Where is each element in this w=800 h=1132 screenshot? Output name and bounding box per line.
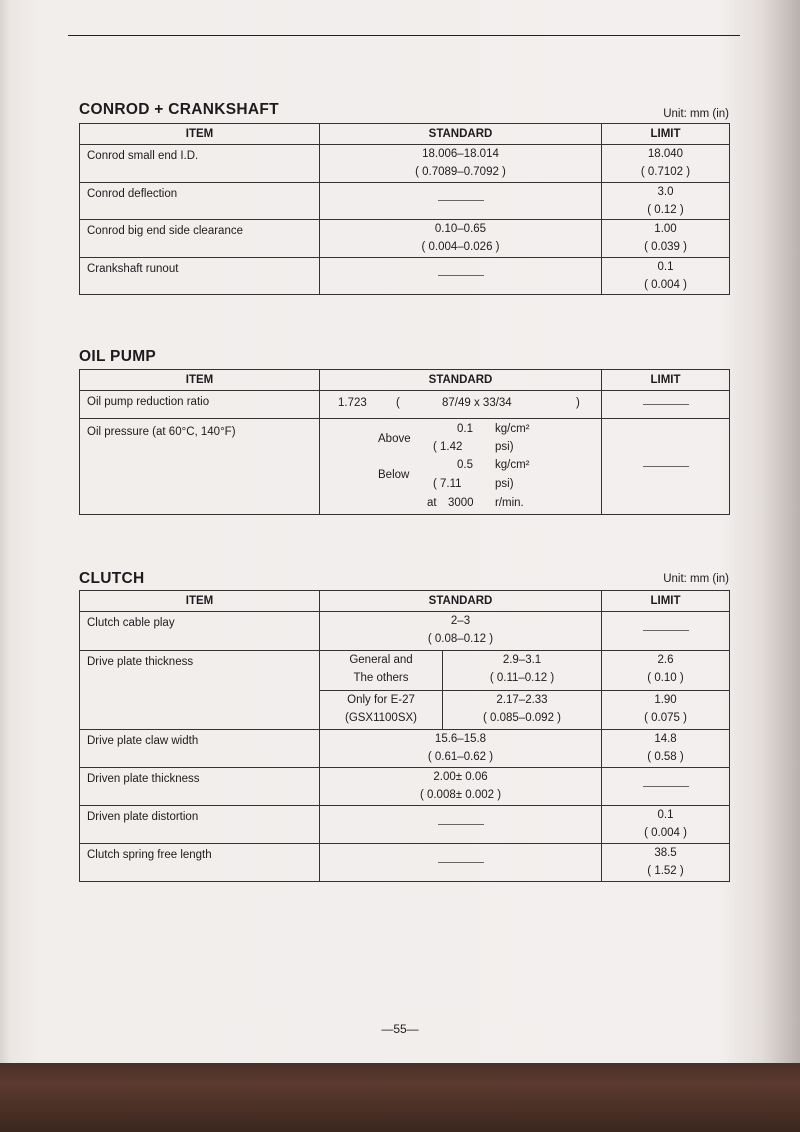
item-cell: Crankshaft runout <box>80 258 320 295</box>
above-label: Above <box>378 433 411 445</box>
standard-cell <box>320 391 602 419</box>
header-item: ITEM <box>80 591 320 612</box>
standard-cell: 0.10–0.65 ( 0.004–0.026 ) <box>320 220 602 258</box>
standard-cell: 2.17–2.33 ( 0.085–0.092 ) <box>443 691 602 730</box>
below-value: 0.5 <box>457 459 473 471</box>
condition-cell: Only for E-27 (GSX1100SX) <box>320 691 443 730</box>
limit-cell: 1.00 ( 0.039 ) <box>602 220 730 258</box>
header-limit: LIMIT <box>602 124 730 145</box>
limit-cell: 14.8 ( 0.58 ) <box>602 730 730 768</box>
header-standard: STANDARD <box>320 124 602 145</box>
condition-cell: General and The others <box>320 651 443 691</box>
table-row <box>80 419 730 515</box>
limit-cell: 38.5 ( 1.52 ) <box>602 844 730 882</box>
table-header-row <box>80 591 730 612</box>
ratio-open-paren: ( <box>396 397 400 409</box>
header-limit: LIMIT <box>602 591 730 612</box>
header-standard: STANDARD <box>320 591 602 612</box>
above-alt-unit: psi) <box>495 441 514 453</box>
standard-cell <box>320 806 602 844</box>
table-row <box>80 220 730 258</box>
header-limit: LIMIT <box>602 370 730 391</box>
empty-dash <box>438 824 484 825</box>
above-unit: kg/cm² <box>495 423 530 435</box>
limit-cell <box>602 612 730 651</box>
table-row <box>80 806 730 844</box>
section-title-clutch: CLUTCH <box>79 570 145 587</box>
empty-dash <box>438 200 484 201</box>
limit-cell <box>602 419 730 515</box>
item-cell: Drive plate claw width <box>80 730 320 768</box>
at-label: at <box>427 497 437 509</box>
table-row <box>80 258 730 295</box>
standard-cell <box>320 258 602 295</box>
item-cell: Conrod small end I.D. <box>80 145 320 183</box>
item-cell: Conrod big end side clearance <box>80 220 320 258</box>
conrod-table <box>79 123 730 295</box>
table-row <box>80 391 730 419</box>
clutch-table <box>79 590 730 882</box>
empty-dash <box>643 404 689 405</box>
rpm-unit: r/min. <box>495 497 524 509</box>
section-title-conrod: CONROD + CRANKSHAFT <box>79 101 279 118</box>
table-row <box>80 730 730 768</box>
ratio-formula: 87/49 x 33/34 <box>442 397 512 409</box>
limit-cell: 0.1 ( 0.004 ) <box>602 806 730 844</box>
standard-cell: 2.9–3.1 ( 0.11–0.12 ) <box>443 651 602 691</box>
table-row <box>80 651 730 691</box>
item-cell: Driven plate distortion <box>80 806 320 844</box>
top-rule <box>68 35 740 36</box>
item-cell: Clutch cable play <box>80 612 320 651</box>
item-cell: Conrod deflection <box>80 183 320 220</box>
standard-cell <box>320 419 602 515</box>
table-header-row <box>80 124 730 145</box>
above-value: 0.1 <box>457 423 473 435</box>
table-row <box>80 844 730 882</box>
limit-cell: 18.040 ( 0.7102 ) <box>602 145 730 183</box>
section-title-oil-pump: OIL PUMP <box>79 348 157 365</box>
table-header-row <box>80 370 730 391</box>
empty-dash <box>438 862 484 863</box>
limit-cell: 1.90 ( 0.075 ) <box>602 691 730 730</box>
book-binding-edge <box>0 1063 800 1132</box>
table-row <box>80 612 730 651</box>
table-row <box>80 183 730 220</box>
limit-cell: 3.0 ( 0.12 ) <box>602 183 730 220</box>
table-row <box>80 768 730 806</box>
standard-cell: 2.00± 0.06 ( 0.008± 0.002 ) <box>320 768 602 806</box>
empty-dash <box>438 275 484 276</box>
item-cell: Clutch spring free length <box>80 844 320 882</box>
standard-cell: 15.6–15.8 ( 0.61–0.62 ) <box>320 730 602 768</box>
item-cell: Drive plate thickness <box>80 651 320 730</box>
limit-cell: 2.6 ( 0.10 ) <box>602 651 730 691</box>
standard-cell: 18.006–18.014 ( 0.7089–0.7092 ) <box>320 145 602 183</box>
limit-cell <box>602 391 730 419</box>
header-standard: STANDARD <box>320 370 602 391</box>
empty-dash <box>643 630 689 631</box>
above-alt-value: ( 1.42 <box>433 441 463 453</box>
page-number: —55— <box>381 1022 419 1036</box>
item-cell: Oil pressure (at 60°C, 140°F) <box>80 419 320 515</box>
limit-cell <box>602 768 730 806</box>
empty-dash <box>643 466 689 467</box>
standard-cell: 2–3 ( 0.08–0.12 ) <box>320 612 602 651</box>
limit-cell: 0.1 ( 0.004 ) <box>602 258 730 295</box>
standard-cell <box>320 844 602 882</box>
table-row <box>80 145 730 183</box>
below-alt-unit: psi) <box>495 478 514 490</box>
standard-cell <box>320 183 602 220</box>
ratio-value: 1.723 <box>338 397 367 409</box>
item-cell: Oil pump reduction ratio <box>80 391 320 419</box>
empty-dash <box>643 786 689 787</box>
oil-pump-table <box>79 369 730 515</box>
unit-label-clutch: Unit: mm (in) <box>663 573 729 585</box>
header-item: ITEM <box>80 370 320 391</box>
ratio-close-paren: ) <box>576 397 580 409</box>
below-label: Below <box>378 469 410 481</box>
item-cell: Driven plate thickness <box>80 768 320 806</box>
below-unit: kg/cm² <box>495 459 530 471</box>
header-item: ITEM <box>80 124 320 145</box>
rpm-value: 3000 <box>448 497 474 509</box>
unit-label-conrod: Unit: mm (in) <box>663 108 729 120</box>
below-alt-value: ( 7.11 <box>433 478 462 490</box>
